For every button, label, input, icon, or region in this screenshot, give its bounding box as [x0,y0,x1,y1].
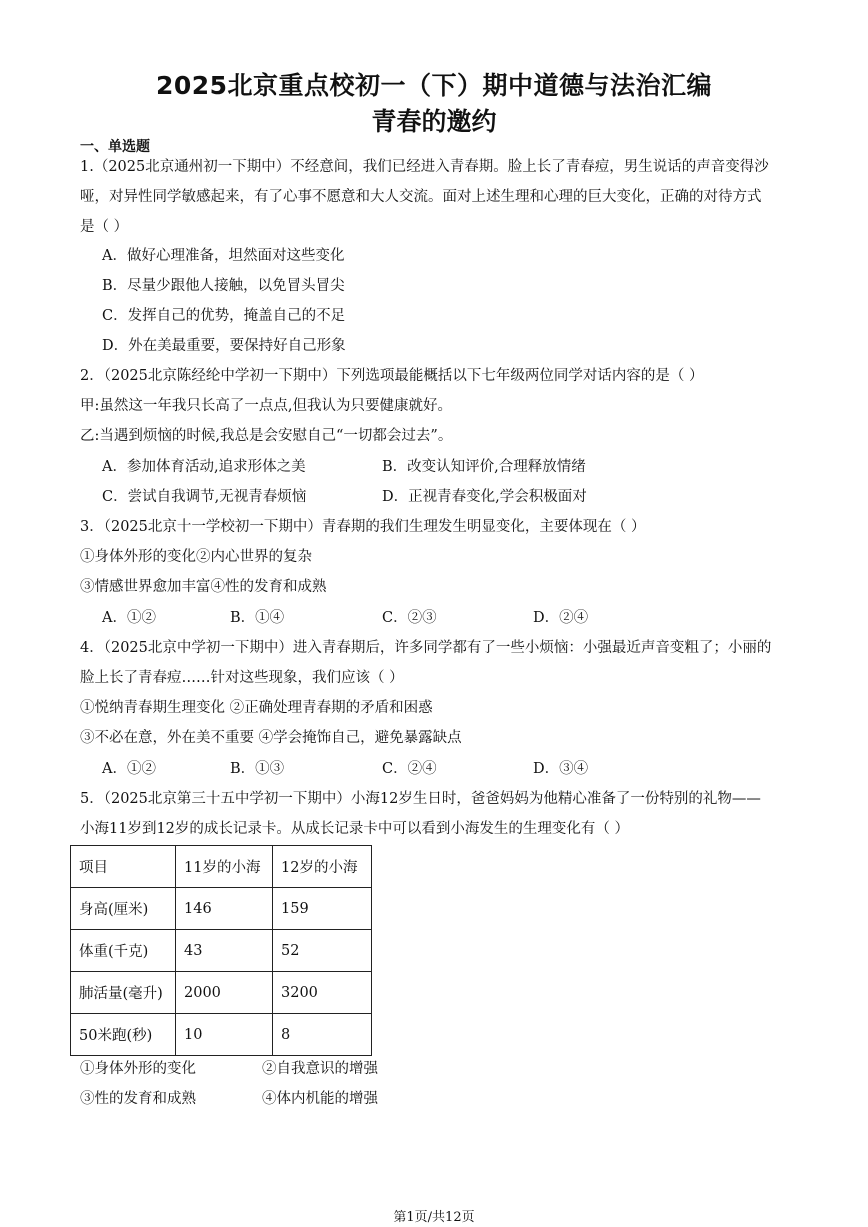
table-cell: 50米跑(秒) [71,1014,176,1056]
table-cell: 体重(千克) [71,930,176,972]
q3-option-a: A．①② [102,610,156,626]
growth-record-table [70,845,372,1056]
q4-stem-line-1: 4．（2025北京中学初一下期中）进入青春期后，许多同学都有了一些小烦恼：小强最近声音变粗了；小丽的 [80,640,772,656]
document-title: 2025北京重点校初一（下）期中道德与法治汇编 [155,71,713,100]
q3-option-b: B．①④ [230,610,285,626]
q2-option-a: A．参加体育活动,追求形体之美 [102,459,306,475]
q4-stem-line-4: ③不必在意，外在美不重要 ④学会掩饰自己，避免暴露缺点 [80,730,462,746]
section-heading: 一、单选题 [80,139,150,155]
table-cell: 8 [273,1014,372,1056]
q5-choice-4: ④体内机能的增强 [262,1091,378,1107]
q1-option-a: A．做好心理准备，坦然面对这些变化 [102,248,345,264]
q3-stem-line-1: 3．（2025北京十一学校初一下期中）青春期的我们生理发生明显变化，主要体现在（ ） [80,519,646,535]
q2-stem-line-1: 2．（2025北京陈经纶中学初一下期中）下列选项最能概括以下七年级两位同学对话内容的是（ ） [80,368,704,384]
q3-stem-line-3: ③情感世界愈加丰富④性的发育和成熟 [80,579,327,595]
table-row [71,972,372,1014]
table-cell: 10 [176,1014,273,1056]
table-cell: 146 [176,888,273,930]
table-row [71,1014,372,1056]
q5-stem-line-2: 小海11岁到12岁的成长记录卡。从成长记录卡中可以看到小海发生的生理变化有（ ） [80,821,630,837]
q2-option-d: D．正视青春变化,学会积极面对 [382,489,587,505]
page-footer: 第1页/共12页 [393,1210,475,1225]
q1-option-c: C．发挥自己的优势，掩盖自己的不足 [102,308,346,324]
q1-option-d: D．外在美最重要，要保持好自己形象 [102,338,346,354]
q2-stem-line-3: 乙:当遇到烦恼的时候,我总是会安慰自己“一切都会过去”。 [80,428,453,444]
table-header-cell: 11岁的小海 [176,846,273,888]
table-cell: 159 [273,888,372,930]
table-cell: 52 [273,930,372,972]
q4-stem-line-3: ①悦纳青春期生理变化 ②正确处理青春期的矛盾和困惑 [80,700,433,716]
table-cell: 身高(厘米) [71,888,176,930]
q1-stem-line-3: 是（ ） [80,219,129,235]
table-header-cell: 项目 [71,846,176,888]
document-subtitle: 青春的邀约 [371,107,497,136]
q2-option-c: C．尝试自我调节,无视青春烦恼 [102,489,307,505]
table-row [71,930,372,972]
q2-stem-line-2: 甲:虽然这一年我只长高了一点点,但我认为只要健康就好。 [80,398,452,414]
q2-option-b: B．改变认知评价,合理释放情绪 [382,459,586,475]
q3-stem-line-2: ①身体外形的变化②内心世界的复杂 [80,549,312,565]
q5-choice-1: ①身体外形的变化 [80,1061,196,1077]
q5-choice-3: ③性的发育和成熟 [80,1091,196,1107]
q1-stem-line-2: 哑，对异性同学敏感起来，有了心事不愿意和大人交流。面对上述生理和心理的巨大变化，正确的对待方式 [80,189,762,205]
q5-choice-2: ②自我意识的增强 [262,1061,378,1077]
q3-option-d: D．②④ [533,610,589,626]
q4-option-c: C．②④ [382,761,437,777]
table-header-cell: 12岁的小海 [273,846,372,888]
q4-option-d: D．③④ [533,761,589,777]
q3-option-c: C．②③ [382,610,437,626]
q4-option-a: A．①② [102,761,156,777]
table-row [71,888,372,930]
q4-stem-line-2: 脸上长了青春痘……针对这些现象，我们应该（ ） [80,670,404,686]
q5-stem-line-1: 5．（2025北京第三十五中学初一下期中）小海12岁生日时，爸爸妈妈为他精心准备了一份特别的礼物—— [80,791,761,807]
q4-option-b: B．①③ [230,761,285,777]
q1-stem-line-1: 1.（2025北京通州初一下期中）不经意间，我们已经进入青春期。脸上长了青春痘，男生说话的声音变得沙 [80,159,769,175]
table-cell: 3200 [273,972,372,1014]
table-cell: 2000 [176,972,273,1014]
table-cell: 43 [176,930,273,972]
table-header-row [71,846,372,888]
q1-option-b: B．尽量少跟他人接触，以免冒头冒尖 [102,278,345,294]
table-cell: 肺活量(毫升) [71,972,176,1014]
